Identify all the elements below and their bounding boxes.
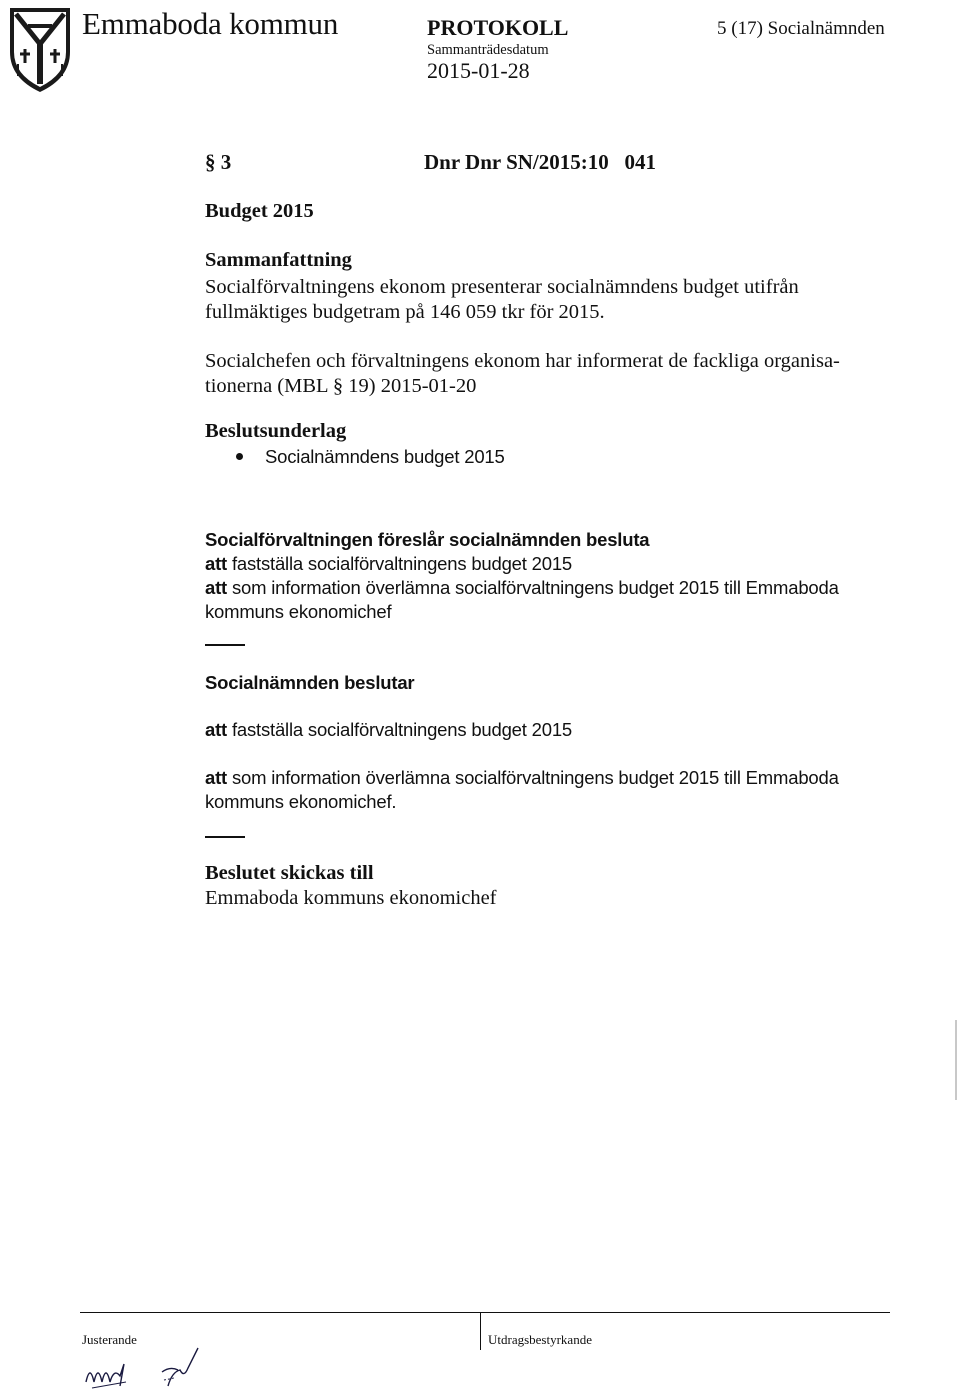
justerande-label: Justerande bbox=[82, 1332, 137, 1347]
proposal-item-2-continued: kommuns ekonomichef bbox=[205, 601, 392, 622]
scan-artifact bbox=[955, 1020, 957, 1100]
distribution-heading: Beslutet skickas till bbox=[205, 862, 374, 884]
section-title: Budget 2015 bbox=[205, 200, 314, 222]
summary-para2-line-2: tionerna (MBL § 19) 2015-01-20 bbox=[205, 375, 477, 397]
decision-heading: Socialnämnden beslutar bbox=[205, 672, 415, 693]
footer-divider bbox=[480, 1312, 481, 1350]
summary-paragraph-2 bbox=[205, 349, 840, 399]
summary-para2-line-1: Socialchefen och förvaltningens ekonom har informerat de fackliga organisa- bbox=[205, 350, 840, 372]
proposal-block bbox=[205, 528, 839, 624]
decision-item-2-continued: kommuns ekonomichef. bbox=[205, 791, 397, 812]
footer-rule bbox=[80, 1312, 890, 1313]
summary-heading: Sammanfattning bbox=[205, 249, 352, 271]
utdragsbestyrkande-label: Utdragsbestyrkande bbox=[488, 1332, 592, 1347]
meeting-date: 2015-01-28 bbox=[427, 58, 530, 83]
proposal-item-1: att fastställa socialförvaltningens budget 2015 bbox=[205, 553, 573, 574]
separator-dash bbox=[205, 836, 245, 838]
proposal-heading: Socialförvaltningen föreslår socialnämnden besluta bbox=[205, 529, 650, 550]
organization-name: Emmaboda kommun bbox=[82, 6, 339, 41]
municipal-coat-of-arms-logo bbox=[4, 4, 76, 94]
basis-heading: Beslutsunderlag bbox=[205, 420, 347, 442]
decision-item-2: att som information överlämna socialförvaltningens budget 2015 till Emmaboda kommuns ekonomichef. bbox=[205, 767, 839, 812]
document-type: PROTOKOLL bbox=[427, 15, 569, 40]
separator-dash bbox=[205, 644, 245, 646]
page-info: 5 (17) Socialnämnden bbox=[717, 18, 885, 39]
summary-text bbox=[205, 275, 799, 325]
att-keyword: att bbox=[205, 719, 228, 740]
decision-item-1: att fastställa socialförvaltningens budget 2015 bbox=[205, 719, 573, 740]
diary-number: Dnr Dnr SN/2015:10 041 bbox=[424, 150, 656, 174]
summary-line-1: Socialförvaltningens ekonom presenterar socialnämndens budget utifrån bbox=[205, 276, 799, 298]
distribution-recipient: Emmaboda kommuns ekonomichef bbox=[205, 887, 497, 909]
handwritten-signatures bbox=[80, 1342, 240, 1392]
basis-list-item bbox=[236, 445, 505, 469]
summary-line-2: fullmäktiges budgetram på 146 059 tkr för 2015. bbox=[205, 301, 605, 323]
att-keyword: att bbox=[205, 767, 228, 788]
section-number: § 3 bbox=[205, 150, 232, 174]
proposal-item-2: att som information överlämna socialförvaltningens budget 2015 till Emmaboda bbox=[205, 577, 839, 598]
att-keyword: att bbox=[205, 553, 228, 574]
meeting-date-label: Sammanträdesdatum bbox=[427, 42, 549, 58]
basis-item-label: Socialnämndens budget 2015 bbox=[265, 446, 505, 467]
att-keyword: att bbox=[205, 577, 228, 598]
bullet-icon bbox=[236, 453, 243, 460]
